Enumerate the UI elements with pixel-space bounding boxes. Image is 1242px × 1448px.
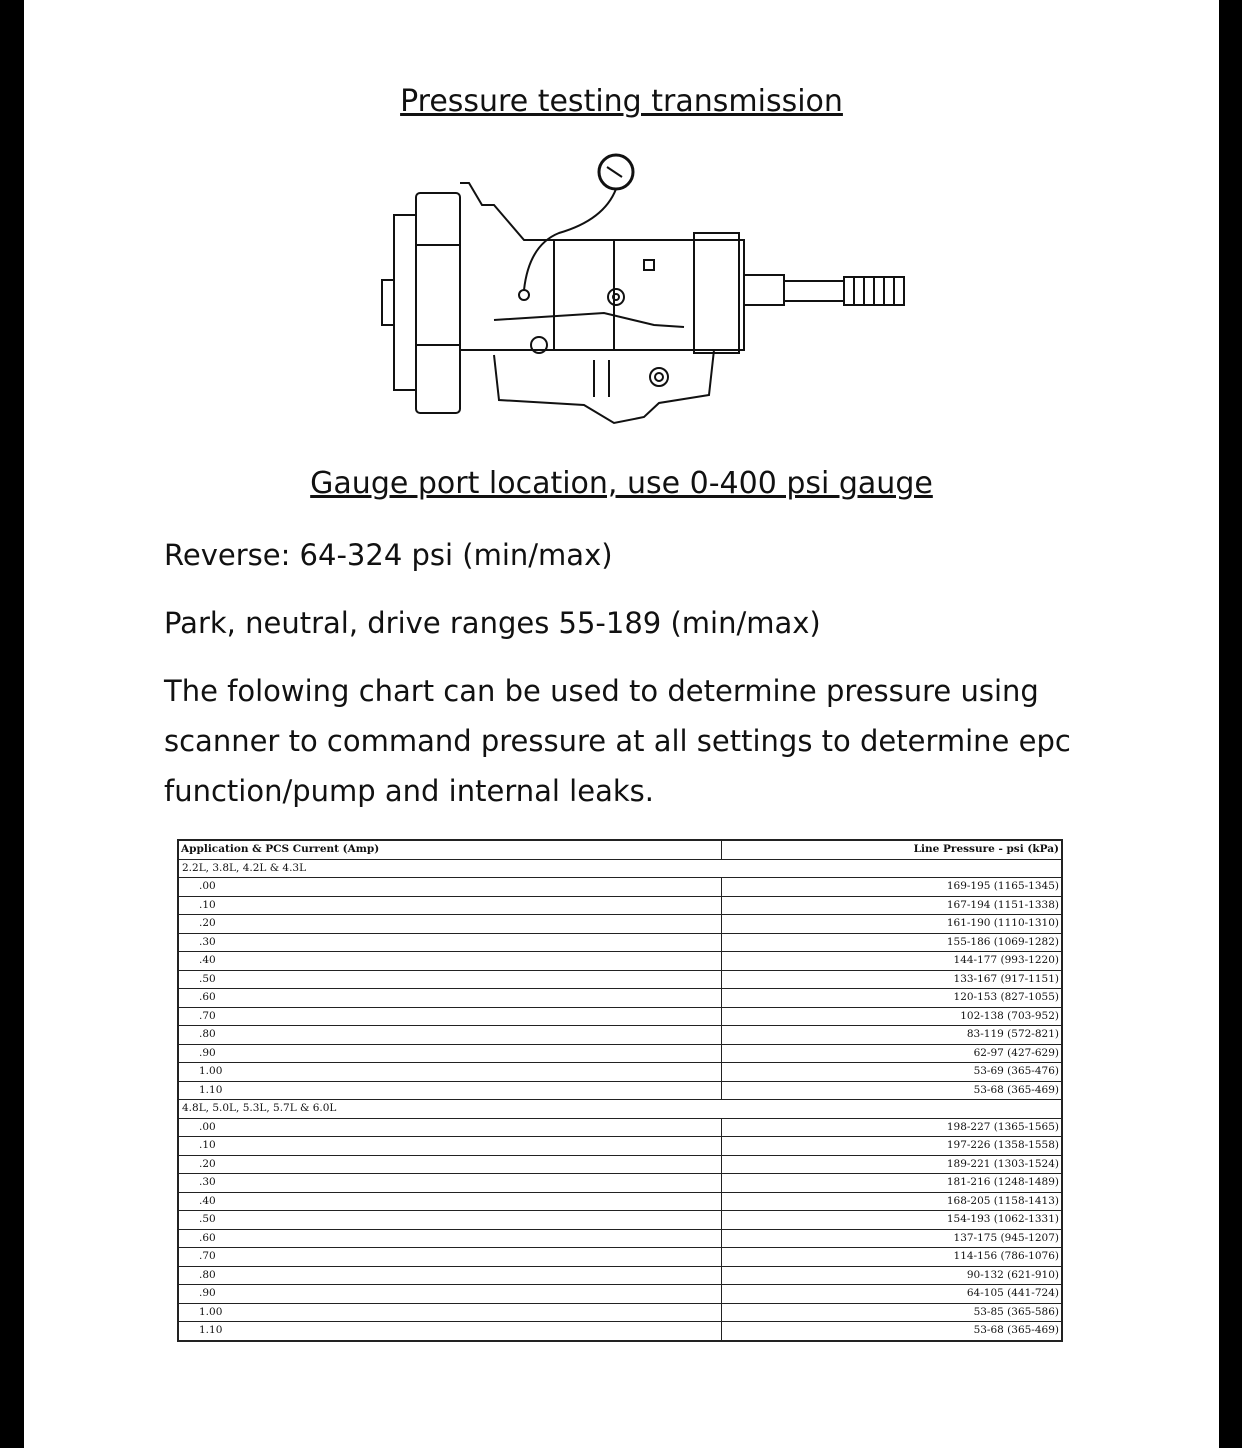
pressure-cell: 53-85 (365-586) — [722, 1303, 1063, 1322]
reverse-pressure-text: Reverse: 64-324 psi (min/max) — [164, 538, 613, 572]
pressure-cell: 167-194 (1151-1338) — [722, 896, 1063, 915]
empty-cell — [722, 859, 1063, 878]
pressure-cell: 161-190 (1110-1310) — [722, 915, 1063, 934]
table-group-row — [178, 1100, 1062, 1119]
transmission-diagram — [354, 145, 914, 435]
pressure-cell: 120-153 (827-1055) — [722, 989, 1063, 1008]
table-row — [178, 1174, 1062, 1193]
pressure-cell: 189-221 (1303-1524) — [722, 1155, 1063, 1174]
current-cell: 1.00 — [178, 1063, 722, 1082]
pressure-cell: 53-69 (365-476) — [722, 1063, 1063, 1082]
current-cell: .60 — [178, 1229, 722, 1248]
current-cell: 1.10 — [178, 1081, 722, 1100]
table-header-row — [178, 840, 1062, 859]
pressure-cell: 181-216 (1248-1489) — [722, 1174, 1063, 1193]
pressure-cell: 102-138 (703-952) — [722, 1007, 1063, 1026]
table-body — [178, 859, 1062, 1341]
current-cell: .10 — [178, 1137, 722, 1156]
table-row — [178, 1248, 1062, 1267]
pressure-cell: 198-227 (1365-1565) — [722, 1118, 1063, 1137]
table-row — [178, 915, 1062, 934]
table-row — [178, 1211, 1062, 1230]
table-row — [178, 896, 1062, 915]
table-row — [178, 1081, 1062, 1100]
pressure-cell: 137-175 (945-1207) — [722, 1229, 1063, 1248]
pressure-cell: 83-119 (572-821) — [722, 1026, 1063, 1045]
current-cell: .30 — [178, 933, 722, 952]
current-cell: .50 — [178, 970, 722, 989]
table-row — [178, 1322, 1062, 1341]
engine-group-label: 2.2L, 3.8L, 4.2L & 4.3L — [178, 859, 722, 878]
pressure-cell: 62-97 (427-629) — [722, 1044, 1063, 1063]
current-cell: .90 — [178, 1044, 722, 1063]
table-row — [178, 1266, 1062, 1285]
current-cell: 1.00 — [178, 1303, 722, 1322]
table-row — [178, 1285, 1062, 1304]
current-cell: .00 — [178, 1118, 722, 1137]
table-row — [178, 1229, 1062, 1248]
current-cell: .10 — [178, 896, 722, 915]
table-row — [178, 1303, 1062, 1322]
pressure-cell: 53-68 (365-469) — [722, 1322, 1063, 1341]
pressure-cell: 155-186 (1069-1282) — [722, 933, 1063, 952]
current-cell: .50 — [178, 1211, 722, 1230]
table-row — [178, 878, 1062, 897]
current-cell: 1.10 — [178, 1322, 722, 1341]
current-cell: .70 — [178, 1007, 722, 1026]
table-row — [178, 1155, 1062, 1174]
header-application: Application & PCS Current (Amp) — [178, 840, 722, 859]
table-row — [178, 952, 1062, 971]
table-row — [178, 1118, 1062, 1137]
table-row — [178, 1192, 1062, 1211]
table-row — [178, 1026, 1062, 1045]
pressure-cell: 90-132 (621-910) — [722, 1266, 1063, 1285]
current-cell: .40 — [178, 952, 722, 971]
current-cell: .90 — [178, 1285, 722, 1304]
document-page — [24, 0, 1219, 1448]
table-row — [178, 1063, 1062, 1082]
engine-group-label: 4.8L, 5.0L, 5.3L, 5.7L & 6.0L — [178, 1100, 722, 1119]
pressure-cell: 154-193 (1062-1331) — [722, 1211, 1063, 1230]
pressure-cell: 197-226 (1358-1558) — [722, 1137, 1063, 1156]
table-row — [178, 1007, 1062, 1026]
pressure-cell: 64-105 (441-724) — [722, 1285, 1063, 1304]
pressure-table — [177, 839, 1063, 1342]
current-cell: .00 — [178, 878, 722, 897]
table-row — [178, 1044, 1062, 1063]
current-cell: .80 — [178, 1266, 722, 1285]
pressure-cell: 169-195 (1165-1345) — [722, 878, 1063, 897]
current-cell: .30 — [178, 1174, 722, 1193]
table-group-row — [178, 859, 1062, 878]
table-row — [178, 970, 1062, 989]
table-row — [178, 989, 1062, 1008]
current-cell: .20 — [178, 1155, 722, 1174]
header-line-pressure: Line Pressure - psi (kPa) — [722, 840, 1063, 859]
current-cell: .40 — [178, 1192, 722, 1211]
pressure-cell: 53-68 (365-469) — [722, 1081, 1063, 1100]
drive-pressure-text: Park, neutral, drive ranges 55-189 (min/max) — [164, 606, 821, 640]
table-row — [178, 1137, 1062, 1156]
current-cell: .60 — [178, 989, 722, 1008]
current-cell: .20 — [178, 915, 722, 934]
pressure-cell: 114-156 (786-1076) — [722, 1248, 1063, 1267]
pressure-cell: 133-167 (917-1151) — [722, 970, 1063, 989]
current-cell: .70 — [178, 1248, 722, 1267]
pressure-cell: 168-205 (1158-1413) — [722, 1192, 1063, 1211]
diagram-caption: Gauge port location, use 0-400 psi gauge — [310, 466, 933, 501]
instructions-text: The folowing chart can be used to determine pressure using scanner to command pressure at all settings to determine epc function/pump and internal leaks. — [164, 674, 1071, 808]
pressure-cell: 144-177 (993-1220) — [722, 952, 1063, 971]
table-row — [178, 933, 1062, 952]
empty-cell — [722, 1100, 1063, 1119]
current-cell: .80 — [178, 1026, 722, 1045]
page-title: Pressure testing transmission — [400, 84, 843, 119]
